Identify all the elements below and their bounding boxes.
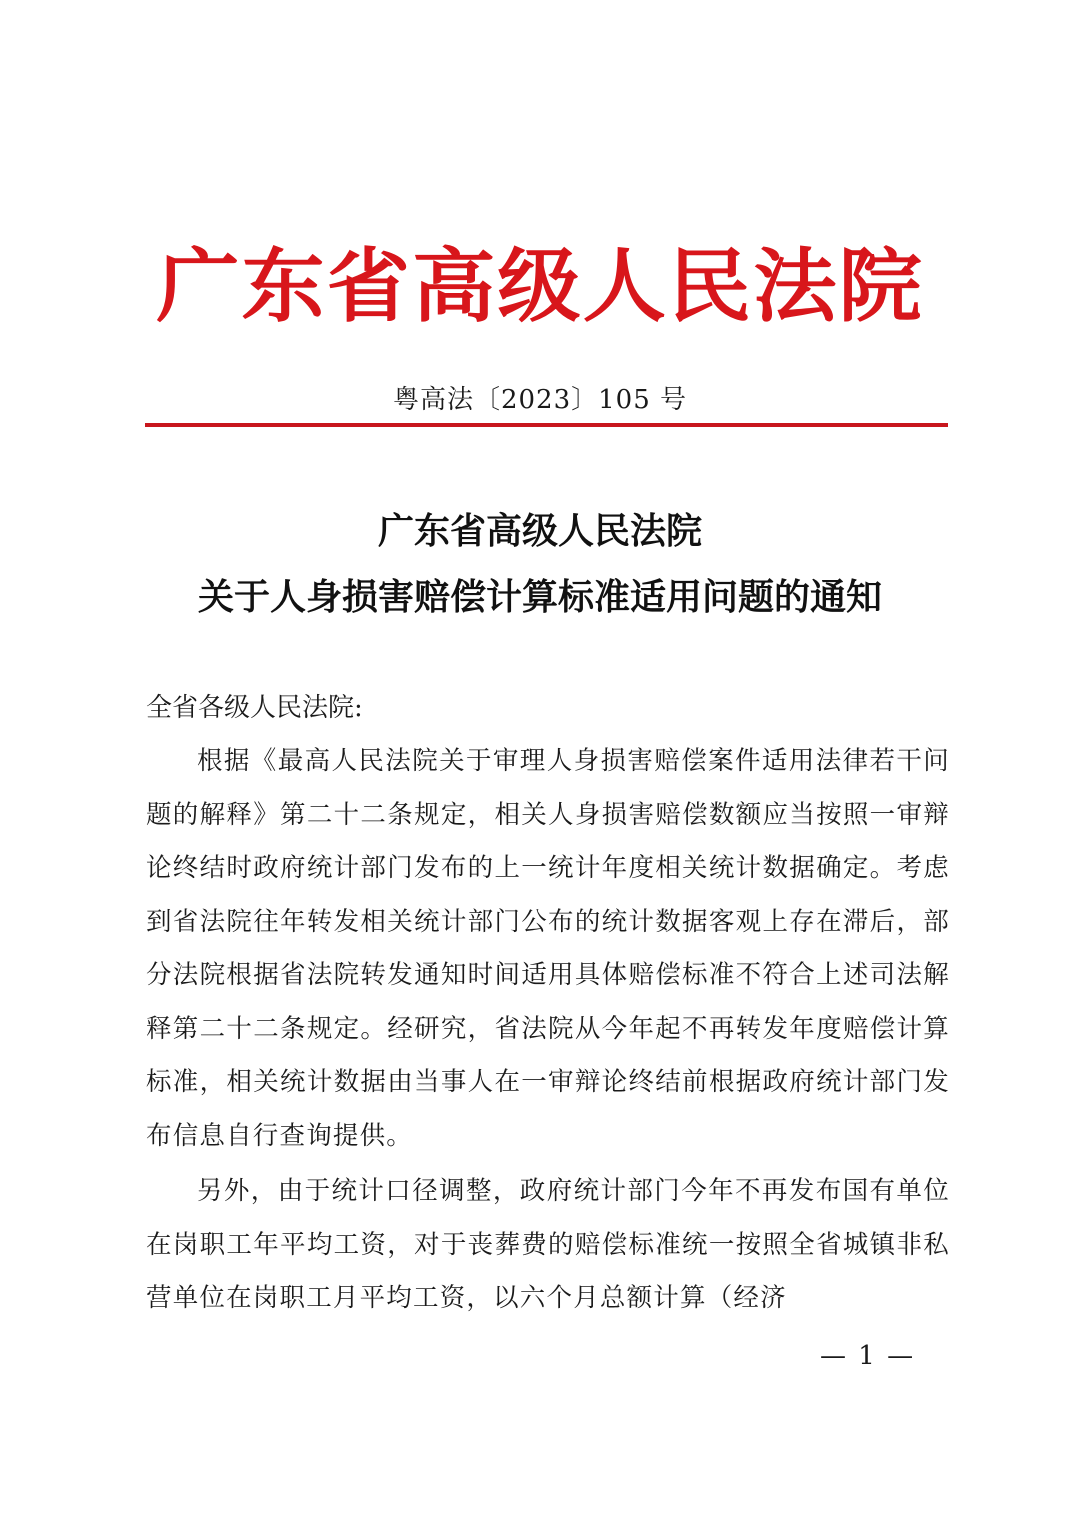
body-paragraph-1: 根据《最高人民法院关于审理人身损害赔偿案件适用法律若干问题的解释》第二十二条规定，相关人身损害赔偿数额应当按照一审辩论终结时政府统计部门发布的上一统计年度相关统计数据确定。考虑到省法院往年转发相关统计部门公布的统计数据客观上存在滞后，部分法院根据省法院转发通知时间适用具体赔偿标准不符合上述司法解释第二十二条规定。经研究，省法院从今年起不再转发年度赔偿计算标准，相关统计数据由当事人在一审辩论终结前根据政府统计部门发布信息自行查询提供。 <box>146 746 950 1151</box>
document-title-line-1: 广东省高级人民法院 <box>377 510 702 552</box>
salutation: 全省各级人民法院: <box>146 693 363 723</box>
document-number: 粤高法〔2023〕105 号 <box>392 385 688 415</box>
issuer-masthead: 广东省高级人民法院 <box>156 240 924 333</box>
red-divider-line <box>145 423 948 427</box>
body-paragraph-2: 另外，由于统计口径调整，政府统计部门今年不再发布国有单位在岗职工年平均工资，对于丧葬费的赔偿标准统一按照全省城镇非私营单位在岗职工月平均工资，以六个月总额计算（经济 <box>146 1176 950 1313</box>
document-title-line-2: 关于人身损害赔偿计算标准适用问题的通知 <box>197 576 882 618</box>
page-number: — 1 — <box>820 1341 916 1371</box>
